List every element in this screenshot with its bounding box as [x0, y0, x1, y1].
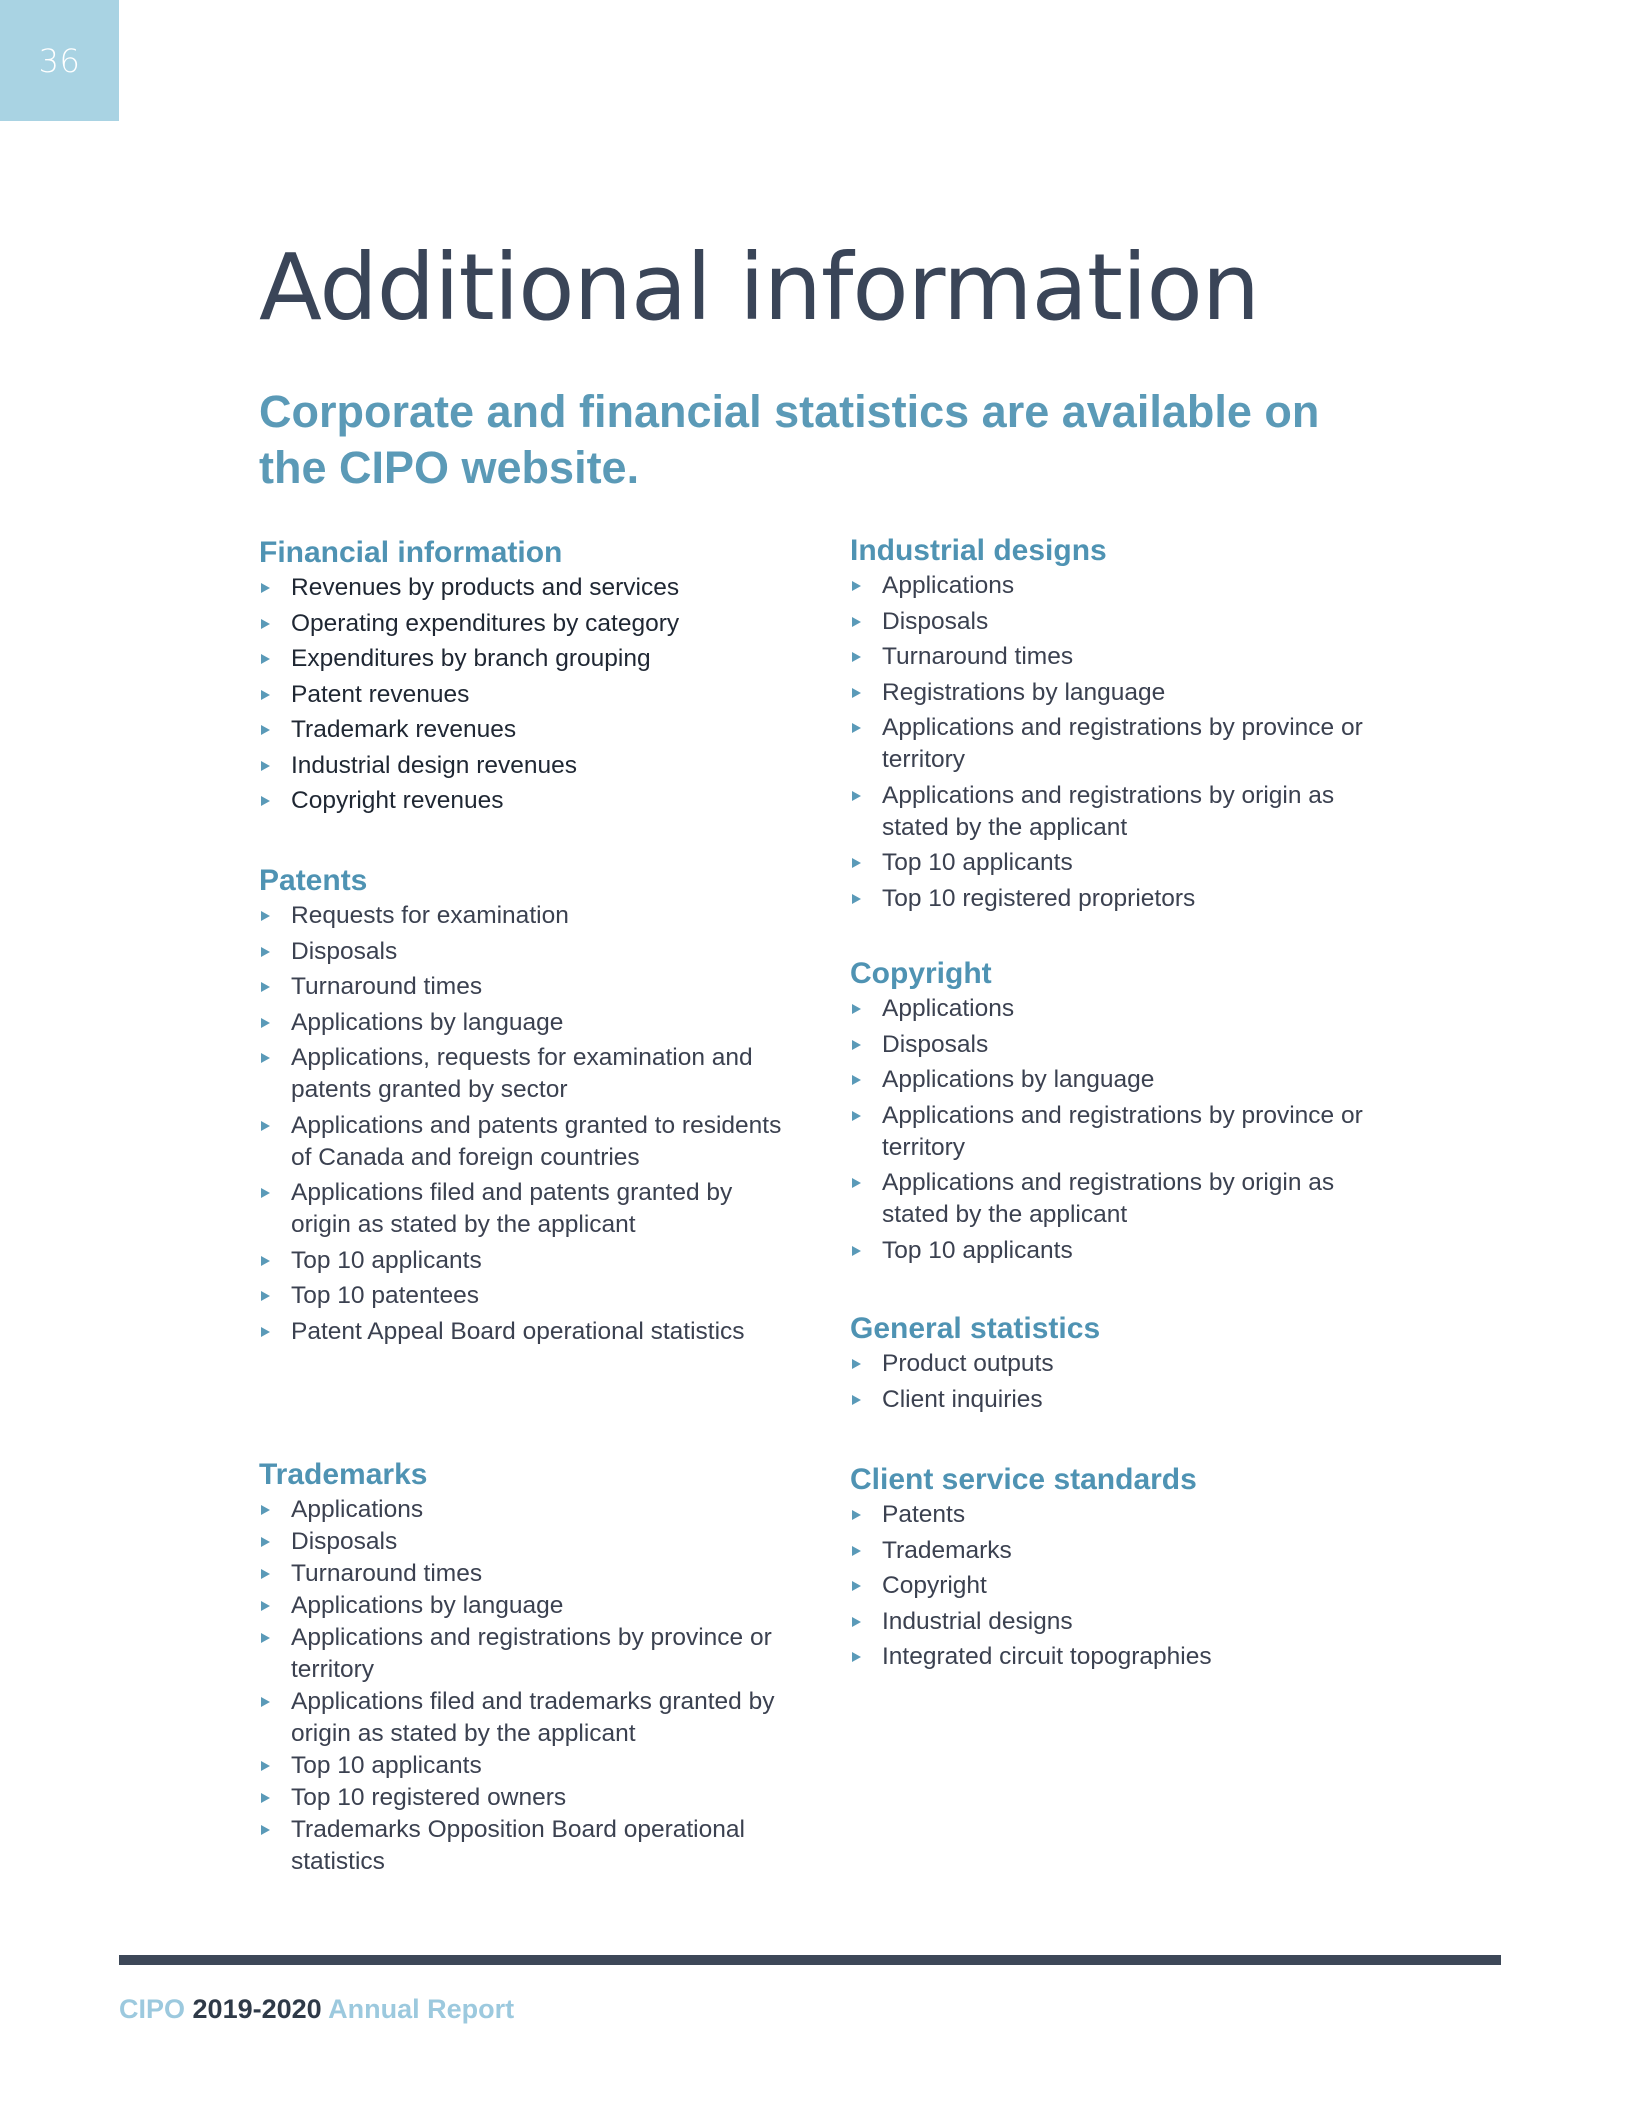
list-item — [850, 1384, 1390, 1416]
list-item-text: Trademarks — [882, 1536, 1012, 1564]
section-trademarks — [259, 1456, 799, 1878]
list-item — [850, 1499, 1390, 1531]
triangle-bullet-icon — [852, 1040, 861, 1050]
triangle-bullet-icon — [261, 1327, 270, 1337]
triangle-bullet-icon — [261, 1537, 270, 1547]
list-item — [259, 1686, 799, 1750]
list-item — [850, 1535, 1390, 1567]
triangle-bullet-icon — [852, 1246, 861, 1256]
section-patents — [259, 862, 799, 1351]
triangle-bullet-icon — [852, 791, 861, 801]
list-item — [259, 679, 799, 711]
triangle-bullet-icon — [852, 858, 861, 868]
list-item-text: Applications and registrations by province or territory — [882, 714, 1363, 773]
list-item — [850, 1641, 1390, 1673]
list-item — [259, 714, 799, 746]
triangle-bullet-icon — [261, 1633, 270, 1643]
triangle-bullet-icon — [261, 1256, 270, 1266]
page-number: 36 — [38, 41, 81, 80]
list-item-text: Applications by language — [882, 1066, 1155, 1093]
triangle-bullet-icon — [261, 619, 270, 629]
footer-org: CIPO — [119, 1994, 186, 2024]
list-item — [850, 847, 1390, 879]
triangle-bullet-icon — [261, 1825, 270, 1835]
triangle-bullet-icon — [261, 1569, 270, 1579]
list-item — [259, 1590, 799, 1622]
page-number-tab — [0, 0, 119, 121]
item-list — [259, 1494, 799, 1878]
list-item — [259, 1750, 799, 1782]
triangle-bullet-icon — [261, 1291, 270, 1301]
triangle-bullet-icon — [261, 1121, 270, 1131]
list-item-text: Disposals — [882, 607, 989, 635]
list-item — [850, 993, 1390, 1025]
list-item — [850, 606, 1390, 638]
triangle-bullet-icon — [261, 725, 270, 735]
list-item — [259, 1177, 799, 1241]
list-item-text: Top 10 applicants — [291, 1246, 482, 1274]
triangle-bullet-icon — [261, 947, 270, 957]
list-item-text: Product outputs — [882, 1350, 1054, 1377]
triangle-bullet-icon — [261, 1505, 270, 1515]
triangle-bullet-icon — [852, 1359, 861, 1369]
list-item-text: Trademarks Opposition Board operational statistics — [291, 1816, 745, 1875]
item-list — [850, 1499, 1390, 1673]
triangle-bullet-icon — [261, 1188, 270, 1198]
section-heading: Trademarks — [259, 1458, 428, 1491]
list-item — [850, 1167, 1390, 1231]
list-item — [259, 608, 799, 640]
list-item-text: Trademark revenues — [291, 716, 517, 743]
footer-divider — [119, 1955, 1501, 1965]
list-item-text: Applications and registrations by province or territory — [882, 1101, 1363, 1161]
triangle-bullet-icon — [852, 1510, 861, 1520]
list-item-text: Turnaround times — [291, 1560, 483, 1587]
list-item — [850, 570, 1390, 602]
triangle-bullet-icon — [852, 1581, 861, 1591]
section-heading: General statistics — [850, 1312, 1101, 1345]
list-item — [259, 1526, 799, 1558]
page-title: Additional information — [259, 234, 1260, 341]
list-item — [259, 643, 799, 675]
list-item — [850, 712, 1390, 776]
list-item-text: Expenditures by branch grouping — [291, 645, 651, 672]
item-list — [259, 900, 799, 1348]
item-list — [850, 1348, 1390, 1416]
triangle-bullet-icon — [852, 1652, 861, 1662]
list-item-text: Industrial designs — [882, 1607, 1073, 1635]
item-list — [259, 572, 799, 817]
list-item-text: Copyright revenues — [291, 787, 504, 814]
section-general-statistics — [850, 1310, 1390, 1419]
list-item-text: Applications and registrations by province or territory — [291, 1624, 772, 1683]
list-item — [259, 1558, 799, 1590]
list-item-text: Applications — [882, 995, 1015, 1022]
triangle-bullet-icon — [261, 1018, 270, 1028]
list-item-text: Revenues by products and services — [291, 574, 680, 601]
list-item-text: Applications by language — [291, 1592, 564, 1619]
triangle-bullet-icon — [261, 911, 270, 921]
list-item-text: Turnaround times — [882, 643, 1074, 670]
list-item — [259, 1622, 799, 1686]
list-item — [850, 780, 1390, 844]
list-item — [850, 1348, 1390, 1380]
triangle-bullet-icon — [261, 761, 270, 771]
triangle-bullet-icon — [852, 617, 861, 627]
list-item — [850, 1606, 1390, 1638]
list-item-text: Top 10 registered proprietors — [882, 884, 1196, 912]
list-item — [259, 1245, 799, 1277]
list-item-text: Top 10 applicants — [882, 849, 1073, 876]
list-item — [850, 1570, 1390, 1602]
list-item — [259, 1280, 799, 1312]
list-item-text: Top 10 applicants — [882, 1236, 1073, 1264]
triangle-bullet-icon — [261, 583, 270, 593]
triangle-bullet-icon — [852, 1617, 861, 1627]
section-heading: Industrial designs — [850, 534, 1107, 567]
triangle-bullet-icon — [852, 1395, 861, 1405]
triangle-bullet-icon — [852, 1004, 861, 1014]
list-item — [850, 1235, 1390, 1267]
list-item — [259, 1110, 799, 1174]
item-list — [850, 993, 1390, 1267]
triangle-bullet-icon — [261, 1793, 270, 1803]
list-item-text: Industrial design revenues — [291, 751, 578, 779]
list-item-text: Applications filed and patents granted by origin as stated by the applicant — [291, 1179, 733, 1238]
list-item — [259, 1814, 799, 1878]
list-item-text: Top 10 registered owners — [291, 1784, 567, 1811]
section-copyright — [850, 955, 1390, 1270]
list-item-text: Disposals — [291, 1528, 398, 1555]
section-heading: Patents — [259, 864, 368, 897]
list-item-text: Requests for examination — [291, 902, 569, 929]
list-item — [259, 900, 799, 932]
footer — [119, 1994, 514, 2025]
list-item — [259, 572, 799, 604]
section-industrial-designs — [850, 532, 1390, 918]
triangle-bullet-icon — [261, 1761, 270, 1771]
list-item-text: Top 10 patentees — [291, 1282, 479, 1309]
list-item-text: Applications and patents granted to residents of Canada and foreign countries — [291, 1111, 782, 1171]
list-item — [850, 641, 1390, 673]
triangle-bullet-icon — [852, 723, 861, 733]
list-item-text: Client inquiries — [882, 1385, 1043, 1413]
list-item-text: Operating expenditures by category — [291, 609, 680, 637]
triangle-bullet-icon — [852, 1178, 861, 1188]
list-item-text: Applications filed and trademarks granted by origin as stated by the applicant — [291, 1688, 775, 1747]
list-item-text: Patent Appeal Board operational statistics — [291, 1317, 745, 1345]
list-item-text: Turnaround times — [291, 973, 483, 1000]
list-item-text: Patents — [882, 1501, 966, 1528]
triangle-bullet-icon — [852, 652, 861, 662]
list-item — [850, 677, 1390, 709]
triangle-bullet-icon — [852, 688, 861, 698]
triangle-bullet-icon — [261, 654, 270, 664]
list-item-text: Applications, requests for examination and patents granted by sector — [291, 1044, 753, 1103]
page-subtitle: Corporate and financial statistics are available on the CIPO website. — [259, 386, 1320, 493]
list-item-text: Top 10 applicants — [291, 1752, 482, 1779]
list-item — [259, 750, 799, 782]
list-item-text: Applications and registrations by origin as stated by the applicant — [882, 781, 1335, 841]
section-heading: Financial information — [259, 536, 563, 569]
list-item-text: Integrated circuit topographies — [882, 1643, 1212, 1670]
footer-report-label: Annual Report — [328, 1994, 515, 2024]
triangle-bullet-icon — [261, 1053, 270, 1063]
list-item — [259, 785, 799, 817]
list-item — [850, 1029, 1390, 1061]
list-item — [259, 1042, 799, 1106]
list-item — [850, 1064, 1390, 1096]
list-item — [259, 1782, 799, 1814]
list-item — [850, 1100, 1390, 1164]
section-heading: Client service standards — [850, 1463, 1197, 1496]
list-item — [850, 883, 1390, 915]
list-item-text: Applications by language — [291, 1008, 564, 1036]
list-item-text: Copyright — [882, 1572, 987, 1599]
list-item-text: Disposals — [882, 1030, 989, 1058]
list-item — [259, 1316, 799, 1348]
triangle-bullet-icon — [852, 1111, 861, 1121]
triangle-bullet-icon — [852, 581, 861, 591]
item-list — [850, 570, 1390, 915]
section-client-service-standards — [850, 1461, 1390, 1677]
triangle-bullet-icon — [261, 796, 270, 806]
list-item-text: Applications — [882, 572, 1015, 599]
list-item — [259, 936, 799, 968]
triangle-bullet-icon — [261, 690, 270, 700]
list-item — [259, 1007, 799, 1039]
triangle-bullet-icon — [852, 1546, 861, 1556]
list-item-text: Disposals — [291, 937, 398, 965]
section-financial-information — [259, 534, 799, 821]
list-item — [259, 971, 799, 1003]
section-heading: Copyright — [850, 957, 992, 990]
triangle-bullet-icon — [261, 1697, 270, 1707]
list-item-text: Registrations by language — [882, 678, 1166, 706]
triangle-bullet-icon — [852, 894, 861, 904]
footer-year: 2019-2020 — [192, 1994, 322, 2024]
list-item — [259, 1494, 799, 1526]
list-item-text: Patent revenues — [291, 680, 470, 708]
list-item-text: Applications and registrations by origin as stated by the applicant — [882, 1169, 1335, 1228]
triangle-bullet-icon — [261, 982, 270, 992]
triangle-bullet-icon — [852, 1075, 861, 1085]
triangle-bullet-icon — [261, 1601, 270, 1611]
list-item-text: Applications — [291, 1496, 424, 1523]
